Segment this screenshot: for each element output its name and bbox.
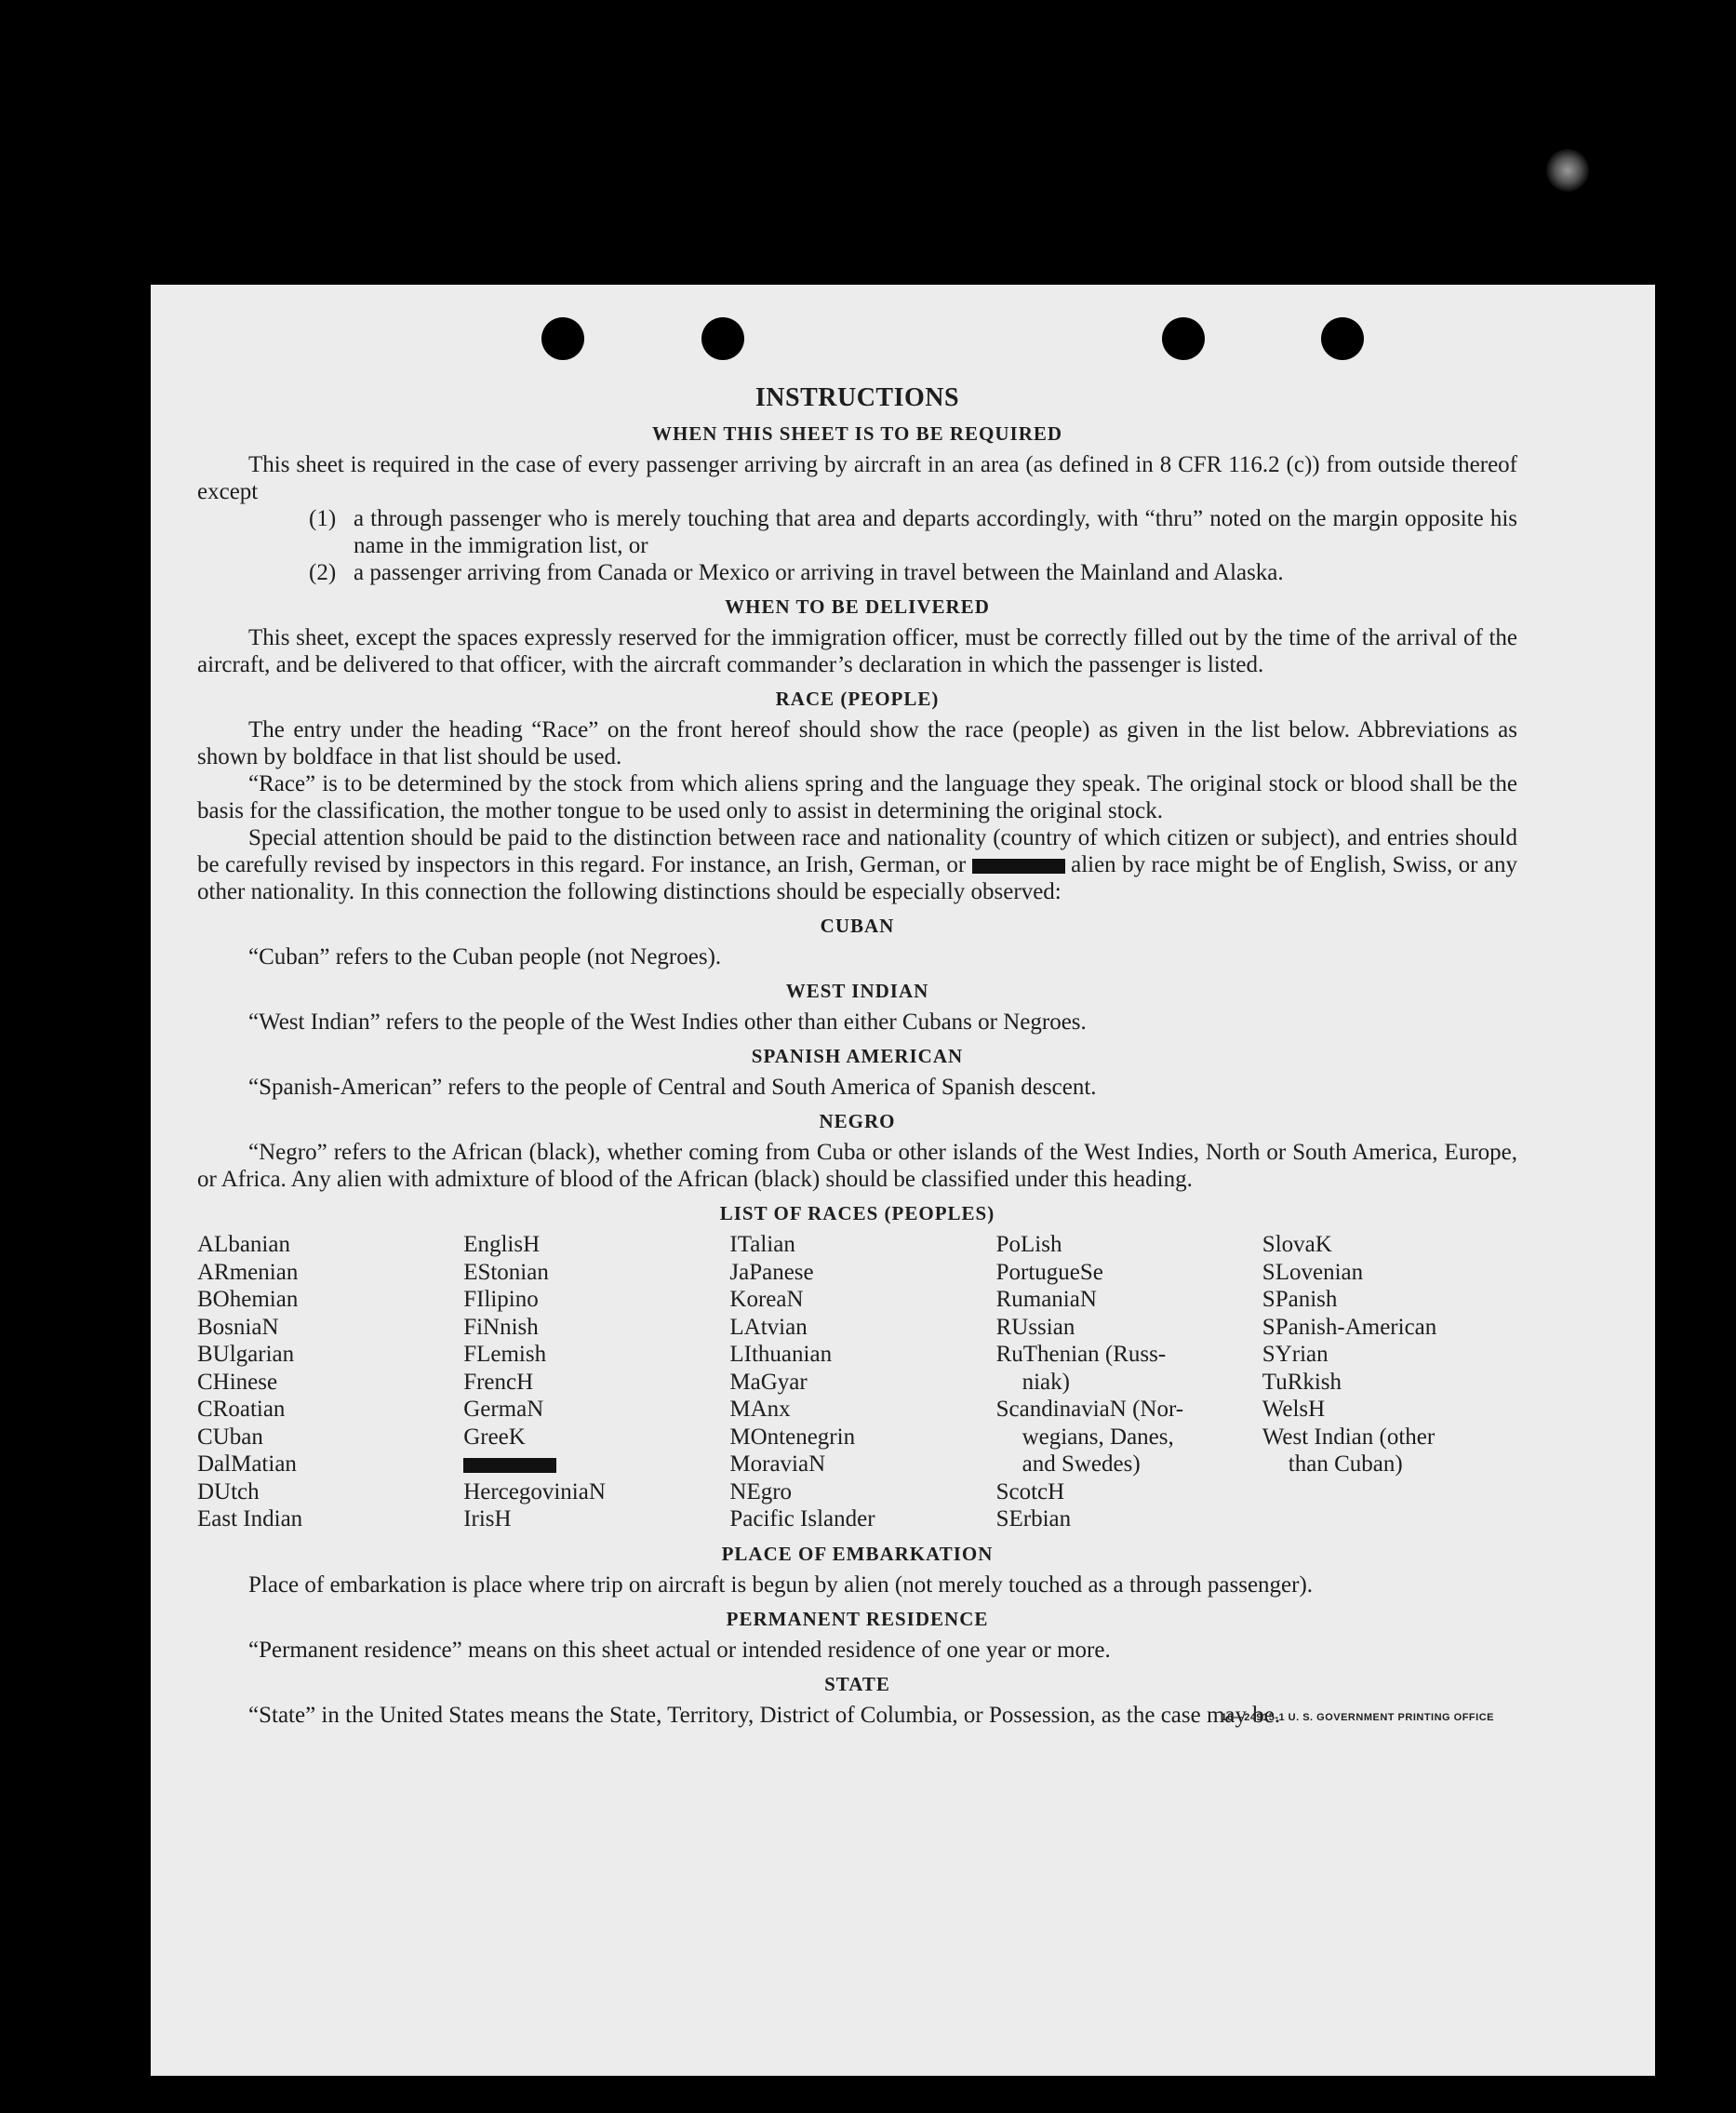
- state-text: “State” in the United States means the State, Territory, District of Columbia, or Possession, as the case may be.: [248, 1702, 1281, 1728]
- race-entry: SYrian: [1262, 1342, 1329, 1367]
- race-entry: KoreaN: [729, 1287, 804, 1312]
- race-entry-redacted: [463, 1451, 718, 1478]
- exception-text: a through passenger who is merely touching that area and departs accordingly, with “thru” noted on the margin opposite his name in the immigration list, or: [354, 506, 1517, 558]
- race-entry: FrencH: [463, 1369, 534, 1395]
- race-entry: CUban: [197, 1424, 263, 1450]
- race-entry-continued: and Swedes): [1022, 1451, 1141, 1477]
- heading-race: RACE (PEOPLE): [775, 688, 940, 710]
- race-entry: West Indian (other: [1262, 1424, 1436, 1450]
- printing-office-imprint: 16—24915-1 U. S. GOVERNMENT PRINTING OFFICE: [1221, 1711, 1494, 1723]
- race-entry: SPanish: [1262, 1287, 1338, 1312]
- heading-embarkation: PLACE OF EMBARKATION: [721, 1542, 994, 1565]
- page-title: INSTRUCTIONS: [754, 383, 960, 412]
- races-column: [1262, 1231, 1517, 1533]
- race-paragraph-3-start: Special attention should be paid to the distinction between race and nationality (country of which citizen or subject), and entries should be carefully revised by inspectors in this regard. For instance, an Irish, German, or: [197, 825, 1517, 877]
- race-entry: HercegoviniaN: [463, 1478, 606, 1505]
- race-paragraph-1: The entry under the heading “Race” on the front hereof should show the race (people) as given in the list below. Abbreviations as shown by boldface in that list should be used.: [197, 717, 1517, 769]
- race-entry: LIthuanian: [729, 1342, 833, 1367]
- heading-when-delivered: WHEN TO BE DELIVERED: [725, 595, 990, 618]
- race-entry: PoLish: [995, 1232, 1062, 1257]
- punch-hole: [1321, 317, 1364, 360]
- race-entry: WelsH: [1262, 1397, 1326, 1422]
- cuban-text: “Cuban” refers to the Cuban people (not Negroes).: [248, 944, 722, 970]
- race-entry: EnglisH: [463, 1232, 541, 1257]
- west-indian-text: “West Indian” refers to the people of the West Indies other than either Cubans or Negroes.: [248, 1010, 1087, 1035]
- race-entry: SLovenian: [1262, 1259, 1364, 1285]
- race-entry: CHinese: [197, 1369, 278, 1395]
- negro-text: “Negro” refers to the African (black), whether coming from Cuba or other islands of the West Indies, North or South America, Europe, or Africa. Any alien with admixture of blood of the African (black) should be classified under this heading.: [197, 1140, 1517, 1192]
- race-entry: BUlgarian: [197, 1342, 295, 1367]
- exception-item: [197, 559, 1517, 586]
- exception-number: (2): [309, 560, 337, 585]
- race-entry: NEgro: [729, 1478, 793, 1505]
- race-entry: IrisH: [463, 1506, 512, 1531]
- redaction-mark: [463, 1458, 556, 1473]
- race-entry: BosniaN: [197, 1314, 279, 1340]
- heading-negro: NEGRO: [819, 1110, 896, 1132]
- race-entry: ScotcH: [995, 1478, 1065, 1505]
- race-entry: SErbian: [995, 1506, 1072, 1531]
- race-entry: JaPanese: [729, 1259, 814, 1285]
- race-entry: PortugueSe: [995, 1259, 1103, 1285]
- race-entry: FIlipino: [463, 1287, 539, 1312]
- heading-state: STATE: [824, 1672, 890, 1695]
- punch-hole: [541, 317, 584, 360]
- race-entry: GermaN: [463, 1397, 544, 1422]
- race-entry: ScandinaviaN (Nor-: [995, 1397, 1184, 1422]
- race-entry-continued: niak): [1022, 1369, 1070, 1395]
- exception-item: [197, 505, 1517, 559]
- residence-text: “Permanent residence” means on this sheet actual or intended residence of one year or more.: [248, 1637, 1111, 1663]
- race-entry-continued: than Cuban): [1288, 1451, 1403, 1477]
- race-entry: DalMatian: [197, 1451, 297, 1477]
- race-entry: MoraviaN: [729, 1451, 826, 1477]
- race-entry: FiNnish: [463, 1314, 539, 1340]
- race-entry: RuThenian (Russ-: [995, 1342, 1167, 1367]
- heading-spanish-american: SPANISH AMERICAN: [751, 1045, 964, 1067]
- race-entry: East Indian: [197, 1506, 303, 1531]
- races-column: [729, 1231, 984, 1533]
- race-entry: EStonian: [463, 1259, 549, 1285]
- race-entry: LAtvian: [729, 1314, 808, 1340]
- race-entry: ARmenian: [197, 1259, 299, 1285]
- races-column: [996, 1231, 1251, 1533]
- race-entry: TuRkish: [1262, 1369, 1342, 1395]
- required-intro: This sheet is required in the case of every passenger arriving by aircraft in an area (as defined in 8 CFR 116.2 (c)) from outside thereof except: [197, 452, 1517, 504]
- race-entry: MOntenegrin: [729, 1424, 856, 1450]
- race-entry: ITalian: [729, 1232, 795, 1257]
- race-entry: SPanish-American: [1262, 1314, 1437, 1340]
- race-entry: SlovaK: [1262, 1232, 1332, 1257]
- race-entry: ALbanian: [197, 1232, 290, 1257]
- race-entry: CRoatian: [197, 1397, 286, 1422]
- delivered-text: This sheet, except the spaces expressly reserved for the immigration officer, must be correctly filled out by the time of the arrival of the aircraft, and be delivered to that officer, with the aircraft commander’s declaration in which the passenger is listed.: [197, 625, 1517, 677]
- race-entry: GreeK: [463, 1424, 526, 1450]
- heading-when-required: WHEN THIS SHEET IS TO BE REQUIRED: [651, 422, 1063, 445]
- race-entry: RumaniaN: [995, 1287, 1097, 1312]
- heading-west-indian: WEST INDIAN: [785, 980, 929, 1002]
- race-paragraph-3: [197, 824, 1517, 905]
- embarkation-text: Place of embarkation is place where trip on aircraft is begun by alien (not merely touched as a through passenger).: [248, 1571, 1314, 1598]
- race-entry: Pacific Islander: [729, 1506, 875, 1531]
- races-column: [463, 1231, 718, 1533]
- race-entry: DUtch: [197, 1478, 260, 1505]
- heading-races-list: LIST OF RACES (PEOPLES): [719, 1202, 995, 1224]
- race-entry: BOhemian: [197, 1287, 299, 1312]
- races-list: [197, 1231, 1517, 1533]
- spanish-american-text: “Spanish-American” refers to the people of Central and South America of Spanish descent.: [248, 1075, 1097, 1100]
- race-entry-continued: wegians, Danes,: [1022, 1424, 1174, 1450]
- heading-cuban: CUBAN: [820, 915, 895, 937]
- race-entry: RUssian: [995, 1314, 1075, 1340]
- punch-hole: [701, 317, 744, 360]
- heading-residence: PERMANENT RESIDENCE: [726, 1607, 989, 1630]
- race-entry: MaGyar: [729, 1369, 808, 1395]
- document-page: [151, 285, 1655, 2076]
- races-column: [197, 1231, 452, 1533]
- redaction-mark: [972, 859, 1065, 874]
- race-paragraph-3-end: alien by race might be of English, Swiss, or any other nationality. In this connection the following distinctions should be especially observed:: [197, 852, 1517, 904]
- exception-number: (1): [309, 506, 337, 531]
- punch-hole: [1162, 317, 1205, 360]
- race-entry: FLemish: [463, 1342, 547, 1367]
- exception-text: a passenger arriving from Canada or Mexico or arriving in travel between the Mainland and Alaska.: [354, 560, 1284, 585]
- camera-glare: [1546, 149, 1589, 192]
- race-entry: MAnx: [729, 1397, 791, 1422]
- race-paragraph-2: “Race” is to be determined by the stock from which aliens spring and the language they speak. The original stock or blood shall be the basis for the classification, the mother tongue to be used only to assist in determining the original stock.: [197, 771, 1517, 823]
